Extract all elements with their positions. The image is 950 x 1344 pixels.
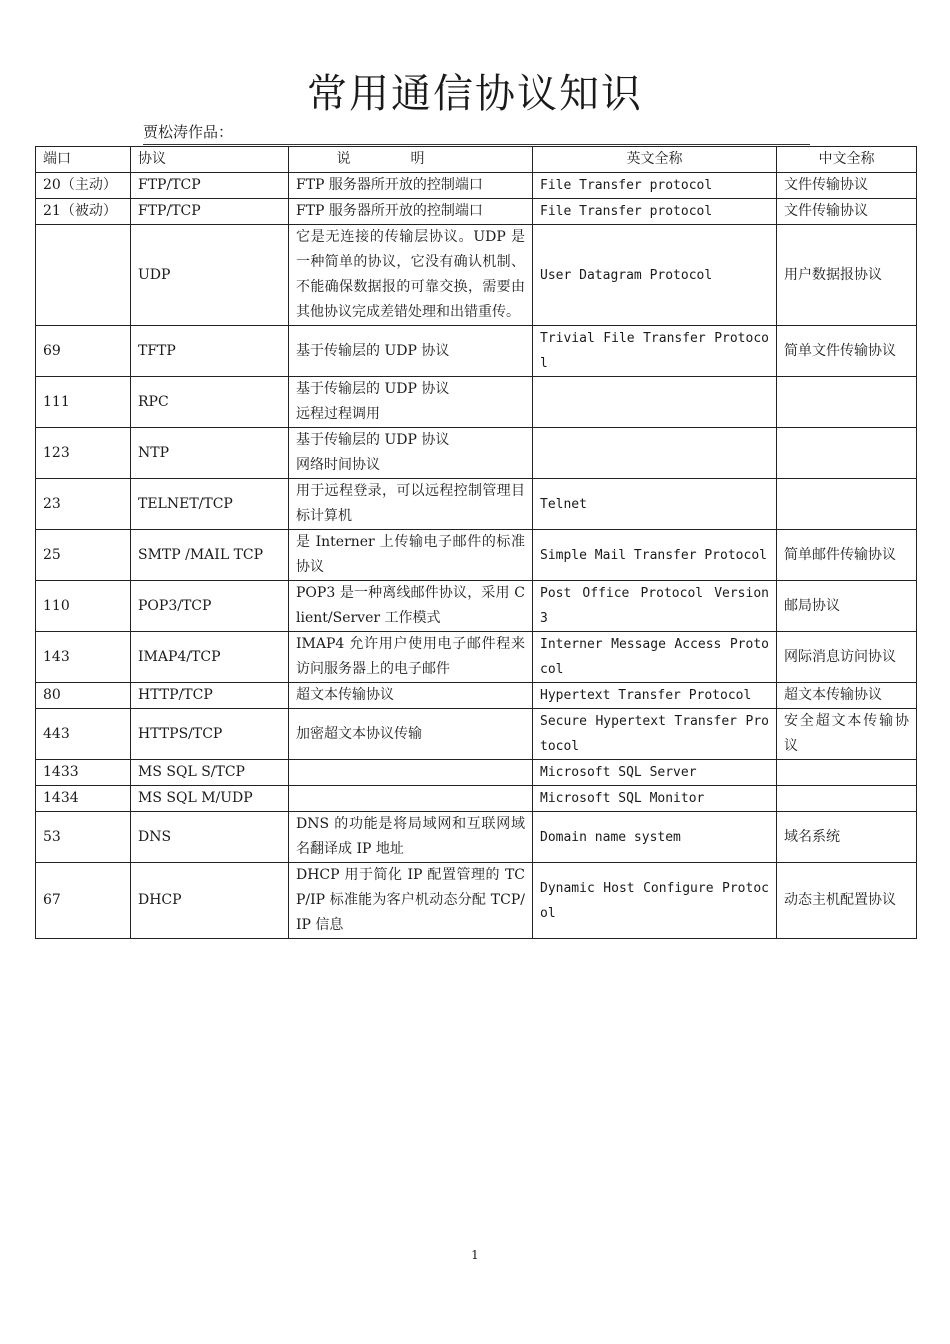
cell-chinese-name: 用户数据报协议 xyxy=(777,225,917,326)
cell-port: 1434 xyxy=(36,786,131,812)
cell-protocol: SMTP /MAIL TCP xyxy=(131,530,289,581)
table-row xyxy=(36,581,917,632)
cell-description: DHCP 用于简化 IP 配置管理的 TCP/IP 标准能为客户机动态分配 TCP/IP 信息 xyxy=(289,863,533,939)
cell-protocol: FTP/TCP xyxy=(131,173,289,199)
cell-protocol: HTTPS/TCP xyxy=(131,709,289,760)
cell-chinese-name xyxy=(777,479,917,530)
cell-description: FTP 服务器所开放的控制端口 xyxy=(289,173,533,199)
cell-protocol: POP3/TCP xyxy=(131,581,289,632)
table-row xyxy=(36,530,917,581)
table-row xyxy=(36,863,917,939)
cell-description xyxy=(289,760,533,786)
table-row xyxy=(36,786,917,812)
cell-protocol: MS SQL M/UDP xyxy=(131,786,289,812)
cell-port: 111 xyxy=(36,377,131,428)
cell-description: 它是无连接的传输层协议。UDP 是一种简单的协议，它没有确认机制、不能确保数据报的可靠交换，需要由其他协议完成差错处理和出错重传。 xyxy=(289,225,533,326)
cell-port: 69 xyxy=(36,326,131,377)
table-row xyxy=(36,683,917,709)
cell-description: 基于传输层的 UDP 协议 网络时间协议 xyxy=(289,428,533,479)
cell-description: 用于远程登录，可以远程控制管理目标计算机 xyxy=(289,479,533,530)
cell-protocol: FTP/TCP xyxy=(131,199,289,225)
cell-english-name: File Transfer protocol xyxy=(533,173,777,199)
document-title: 常用通信协议知识 xyxy=(307,71,643,117)
cell-chinese-name xyxy=(777,760,917,786)
cell-port: 443 xyxy=(36,709,131,760)
cell-protocol: TFTP xyxy=(131,326,289,377)
cell-port: 123 xyxy=(36,428,131,479)
table-row xyxy=(36,632,917,683)
table-row xyxy=(36,173,917,199)
cell-english-name: User Datagram Protocol xyxy=(533,225,777,326)
cell-english-name xyxy=(533,428,777,479)
table-header-row xyxy=(36,147,917,173)
cell-port: 25 xyxy=(36,530,131,581)
header-protocol: 协议 xyxy=(131,147,289,173)
cell-protocol: DNS xyxy=(131,812,289,863)
cell-protocol: UDP xyxy=(131,225,289,326)
cell-port: 20（主动） xyxy=(36,173,131,199)
cell-protocol: TELNET/TCP xyxy=(131,479,289,530)
cell-description: 基于传输层的 UDP 协议 xyxy=(289,326,533,377)
table-row xyxy=(36,812,917,863)
cell-description: POP3 是一种离线邮件协议，采用 Client/Server 工作模式 xyxy=(289,581,533,632)
cell-english-name: Post Office Protocol Version 3 xyxy=(533,581,777,632)
cell-port: 110 xyxy=(36,581,131,632)
cell-english-name: Domain name system xyxy=(533,812,777,863)
cell-protocol: NTP xyxy=(131,428,289,479)
cell-chinese-name: 动态主机配置协议 xyxy=(777,863,917,939)
cell-english-name: File Transfer protocol xyxy=(533,199,777,225)
cell-description: 基于传输层的 UDP 协议 远程过程调用 xyxy=(289,377,533,428)
cell-port: 80 xyxy=(36,683,131,709)
cell-port: 143 xyxy=(36,632,131,683)
cell-description: FTP 服务器所开放的控制端口 xyxy=(289,199,533,225)
cell-english-name: Dynamic Host Configure Protocol xyxy=(533,863,777,939)
cell-chinese-name xyxy=(777,786,917,812)
cell-english-name: Simple Mail Transfer Protocol xyxy=(533,530,777,581)
table-row xyxy=(36,225,917,326)
header-chinese-name: 中文全称 xyxy=(777,147,917,173)
table-row xyxy=(36,428,917,479)
cell-description: IMAP4 允许用户使用电子邮件程来访问服务器上的电子邮件 xyxy=(289,632,533,683)
cell-description xyxy=(289,786,533,812)
cell-port: 21（被动） xyxy=(36,199,131,225)
cell-port: 23 xyxy=(36,479,131,530)
cell-chinese-name: 网际消息访问协议 xyxy=(777,632,917,683)
cell-chinese-name xyxy=(777,377,917,428)
cell-port: 1433 xyxy=(36,760,131,786)
cell-description: 加密超文本协议传输 xyxy=(289,709,533,760)
page-number: 1 xyxy=(471,1248,479,1262)
table-row xyxy=(36,760,917,786)
cell-chinese-name: 安全超文本传输协议 xyxy=(777,709,917,760)
cell-english-name xyxy=(533,377,777,428)
table-row xyxy=(36,709,917,760)
cell-protocol: HTTP/TCP xyxy=(131,683,289,709)
cell-chinese-name: 邮局协议 xyxy=(777,581,917,632)
cell-protocol: MS SQL S/TCP xyxy=(131,760,289,786)
cell-protocol: RPC xyxy=(131,377,289,428)
cell-protocol: IMAP4/TCP xyxy=(131,632,289,683)
table-row xyxy=(36,479,917,530)
cell-description: 超文本传输协议 xyxy=(289,683,533,709)
cell-description: 是 Interner 上传输电子邮件的标准协议 xyxy=(289,530,533,581)
header-description: 说明 xyxy=(289,147,533,173)
cell-chinese-name: 简单文件传输协议 xyxy=(777,326,917,377)
cell-chinese-name: 超文本传输协议 xyxy=(777,683,917,709)
cell-port xyxy=(36,225,131,326)
cell-description: DNS 的功能是将局域网和互联网域名翻译成 IP 地址 xyxy=(289,812,533,863)
cell-chinese-name xyxy=(777,428,917,479)
cell-port: 53 xyxy=(36,812,131,863)
cell-protocol: DHCP xyxy=(131,863,289,939)
cell-english-name: Secure Hypertext Transfer Protocol xyxy=(533,709,777,760)
cell-port: 67 xyxy=(36,863,131,939)
table-row xyxy=(36,199,917,225)
cell-english-name: Microsoft SQL Monitor xyxy=(533,786,777,812)
cell-english-name: Telnet xyxy=(533,479,777,530)
cell-chinese-name: 文件传输协议 xyxy=(777,199,917,225)
header-english-name: 英文全称 xyxy=(533,147,777,173)
table-row xyxy=(36,326,917,377)
cell-english-name: Trivial File Transfer Protocol xyxy=(533,326,777,377)
author-line: 贾松涛作品： xyxy=(143,120,810,145)
cell-english-name: Interner Message Access Protocol xyxy=(533,632,777,683)
table-row xyxy=(36,377,917,428)
cell-english-name: Hypertext Transfer Protocol xyxy=(533,683,777,709)
cell-chinese-name: 简单邮件传输协议 xyxy=(777,530,917,581)
header-port: 端口 xyxy=(36,147,131,173)
cell-chinese-name: 文件传输协议 xyxy=(777,173,917,199)
cell-english-name: Microsoft SQL Server xyxy=(533,760,777,786)
protocol-table xyxy=(35,146,917,939)
cell-chinese-name: 域名系统 xyxy=(777,812,917,863)
